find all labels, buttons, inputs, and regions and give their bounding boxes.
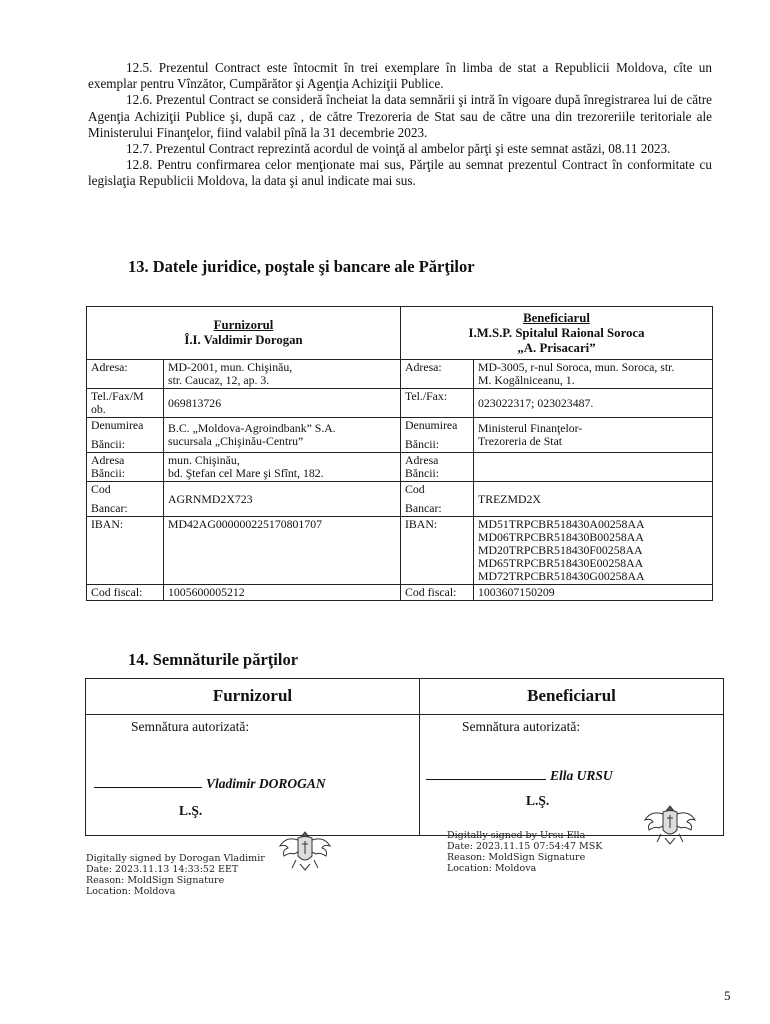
beneficiary-iban-label: IBAN:: [401, 517, 474, 585]
supplier-code-label-line1: Cod: [91, 482, 111, 496]
beneficiary-name-line2: „A. Prisacari”: [517, 340, 596, 355]
beneficiary-bank-address-label-line2: Băncii:: [405, 466, 440, 480]
page-number: 5: [724, 988, 731, 1003]
beneficiary-tel: 023022317; 023023487.: [474, 389, 713, 418]
supplier-address-line1: MD-2001, mun. Chişinău,: [168, 360, 293, 374]
supplier-fiscal: 1005600005212: [164, 585, 401, 601]
digital-signature-line: Date: 2023.11.15 07:54:47 MSK: [447, 841, 603, 852]
beneficiary-header: [401, 307, 713, 360]
supplier-address-label: Adresa:: [87, 360, 164, 389]
beneficiary-signer-name: Ella URSU: [550, 768, 613, 783]
supplier-digital-signature: [86, 853, 265, 897]
beneficiary-tel-label: Tel./Fax:: [401, 389, 474, 418]
supplier-code-label: [87, 482, 164, 517]
iban-line: MD20TRPCBR518430F00258AA: [478, 543, 643, 557]
supplier-tel-label-line2: ob.: [91, 402, 106, 416]
signature-underline: [426, 768, 546, 780]
beneficiary-name-line1: I.M.S.P. Spitalul Raional Soroca: [468, 325, 645, 340]
section-13-heading: 13. Datele juridice, poştale şi bancare ale Părţilor: [128, 257, 475, 276]
supplier-address-line2: str. Caucaz, 12, ap. 3.: [168, 373, 270, 387]
supplier-iban: MD42AG000000225170801707: [164, 517, 401, 585]
beneficiary-address-label: Adresa:: [401, 360, 474, 389]
contract-clauses: [88, 60, 712, 190]
digital-signature-line: Location: Moldova: [447, 863, 537, 874]
beneficiary-role: Beneficiarul: [523, 310, 590, 325]
moldova-coat-of-arms-icon: [272, 826, 338, 872]
beneficiary-ibans: [474, 517, 713, 585]
supplier-authorized-label: Semnătura autorizată:: [131, 719, 250, 734]
supplier-bank-address-label: [87, 453, 164, 482]
digital-signature-line: Digitally signed by Ursu Ella: [447, 830, 586, 841]
iban-line: MD06TRPCBR518430B00258AA: [478, 530, 644, 544]
beneficiary-signature-title: Beneficiarul: [527, 686, 616, 705]
beneficiary-address: [474, 360, 713, 389]
iban-line: MD65TRPCBR518430E00258AA: [478, 556, 644, 570]
beneficiary-bank-line2: Trezoreria de Stat: [478, 434, 563, 448]
beneficiary-code-label-line2: Bancar:: [405, 501, 442, 515]
digital-signature-line: Reason: MoldSign Signature: [447, 852, 586, 863]
beneficiary-bank: [474, 418, 713, 453]
table-row: [87, 360, 713, 389]
beneficiary-bank-address-label-line1: Adresa: [405, 453, 439, 467]
beneficiary-bank-label-line1: Denumirea: [405, 418, 458, 432]
digital-signature-line: Date: 2023.11.13 14:33:52 EET: [86, 864, 239, 875]
supplier-bank-line1: B.C. „Moldova-Agroindbank” S.A.: [168, 421, 336, 435]
supplier-address: [164, 360, 401, 389]
supplier-bank-address-label-line1: Adresa: [91, 453, 125, 467]
table-row: [87, 482, 713, 517]
beneficiary-address-line2: M. Kogălniceanu, 1.: [478, 373, 575, 387]
supplier-bank-address-line2: bd. Ştefan cel Mare şi Sfînt, 182.: [168, 466, 324, 480]
beneficiary-code-label-line1: Cod: [405, 482, 425, 496]
moldova-coat-of-arms-icon: [637, 800, 703, 846]
beneficiary-bank-label: [401, 418, 474, 453]
supplier-role: Furnizorul: [213, 318, 274, 332]
digital-signature-line: Location: Moldova: [86, 886, 176, 897]
digital-signature-line: Reason: MoldSign Signature: [86, 875, 225, 886]
beneficiary-authorized-label: Semnătura autorizată:: [462, 719, 581, 734]
signatures-box: [85, 678, 724, 836]
beneficiary-bank-address: [474, 453, 713, 482]
clause-12-8: 12.8. Pentru confirmarea celor menţionate mai sus, Părţile au semnat prezentul Contract în conformitate cu legislaţia Republicii Moldova, la data şi anul indicate mai sus.: [88, 157, 712, 189]
table-row: [87, 585, 713, 601]
iban-line: MD72TRPCBR518430G00258AA: [478, 569, 645, 583]
beneficiary-bank-label-line2: Băncii:: [405, 437, 440, 451]
table-row: [87, 453, 713, 482]
beneficiary-signature-line: [426, 768, 613, 784]
supplier-signature-line: [94, 776, 326, 792]
beneficiary-fiscal-label: Cod fiscal:: [401, 585, 474, 601]
divider: [420, 714, 723, 715]
table-header-row: [87, 307, 713, 360]
beneficiary-digital-signature: [447, 830, 602, 874]
supplier-tel-label-line1: Tel./Fax/M: [91, 389, 144, 403]
supplier-code: AGRNMD2X723: [164, 482, 401, 517]
beneficiary-bank-address-label: [401, 453, 474, 482]
table-row: [87, 517, 713, 585]
beneficiary-fiscal: 1003607150209: [474, 585, 713, 601]
supplier-bank-label: [87, 418, 164, 453]
section-14-heading: 14. Semnăturile părţilor: [128, 650, 299, 669]
supplier-signature-title: Furnizorul: [212, 686, 293, 705]
clause-12-7: 12.7. Prezentul Contract reprezintă acordul de voinţă al ambelor părţi şi este semnat astăzi, 08.11 2023.: [126, 141, 671, 157]
supplier-header: [87, 307, 401, 360]
parties-data-table: [86, 306, 713, 601]
supplier-name: Î.I. Valdimir Dorogan: [184, 333, 303, 347]
supplier-fiscal-label: Cod fiscal:: [87, 585, 164, 601]
supplier-bank-label-line1: Denumirea: [91, 418, 144, 432]
signature-underline: [94, 776, 202, 788]
beneficiary-bank-line1: Ministerul Finanţelor-: [478, 421, 583, 435]
supplier-bank-label-line2: Băncii:: [91, 437, 126, 451]
table-row: [87, 389, 713, 418]
clause-12-6: 12.6. Prezentul Contract se consideră încheiat la data semnării şi intră în vigoare după înregistrarea lui de către Agenţia Achiziţii Publice şi, după caz , de către Trezoreria de Stat sau de către una din trezoreriile teritoriale ale Ministerului Finanţelor, fiind valabil pînă la 31 decembrie 2023.: [88, 92, 712, 140]
supplier-bank-address-line1: mun. Chişinău,: [168, 453, 240, 467]
supplier-signature-column: [86, 679, 420, 835]
beneficiary-code: TREZMD2X: [474, 482, 713, 517]
beneficiary-code-label: [401, 482, 474, 517]
supplier-bank-address: [164, 453, 401, 482]
supplier-tel: 069813726: [164, 389, 401, 418]
clause-12-5: 12.5. Prezentul Contract este întocmit în trei exemplare în limba de stat a Republicii Moldova, cîte un exemplar pentru Vînzător, Cumpărător şi Agenţia Achiziţii Publice.: [88, 60, 712, 92]
table-row: [87, 418, 713, 453]
divider: [86, 714, 419, 715]
supplier-iban-label: IBAN:: [87, 517, 164, 585]
beneficiary-stamp-place: L.Ş.: [526, 793, 550, 808]
supplier-bank: [164, 418, 401, 453]
supplier-code-label-line2: Bancar:: [91, 501, 128, 515]
supplier-signer-name: Vladimir DOROGAN: [206, 776, 326, 791]
iban-line: MD51TRPCBR518430A00258AA: [478, 517, 645, 531]
beneficiary-address-line1: MD-3005, r-nul Soroca, mun. Soroca, str.: [478, 360, 675, 374]
supplier-stamp-place: L.Ş.: [179, 803, 203, 818]
supplier-bank-line2: sucursala „Chişinău-Centru”: [168, 434, 304, 448]
supplier-tel-label: [87, 389, 164, 418]
supplier-bank-address-label-line2: Băncii:: [91, 466, 126, 480]
digital-signature-line: Digitally signed by Dorogan Vladimir: [86, 853, 265, 864]
